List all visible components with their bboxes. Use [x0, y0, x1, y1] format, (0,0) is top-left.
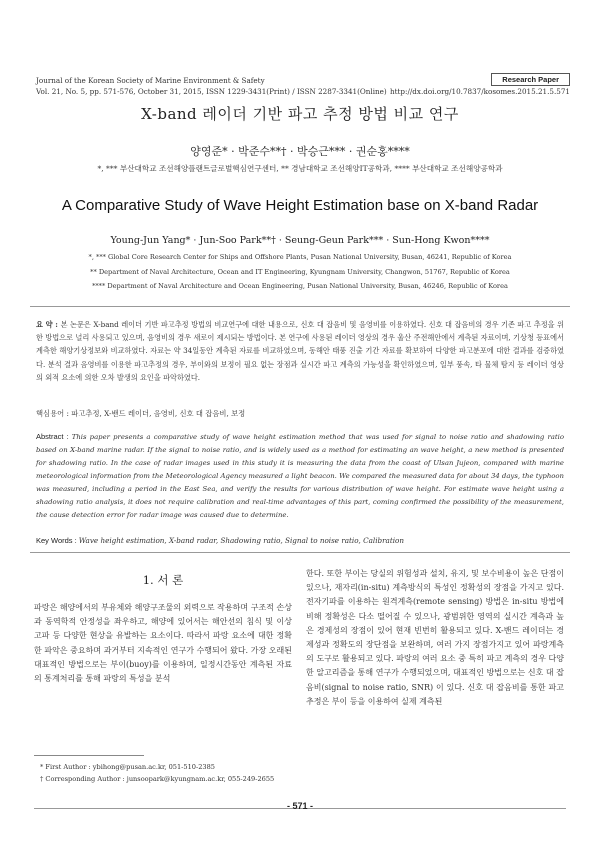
abstract-english: [36, 430, 564, 522]
title-english: A Comparative Study of Wave Height Estimation base on X-band Radar: [61, 197, 539, 214]
affiliation-korean: *, *** 부산대학교 조선해양플랜트글로벌핵심연구센터, ** 경남대학교 조선해양IT공학과, **** 부산대학교 조선해양공학과: [97, 164, 503, 173]
abstract-korean: [36, 318, 564, 384]
keywords-korean: 핵심용어 : 파고추정, X-밴드 레이더, 음영비, 신호 대 잡음비, 보정: [36, 409, 246, 418]
keywords-english-label: Key Words :: [36, 536, 79, 545]
authors-english: Young-Jun Yang* · Jun-Soo Park**† · Seung-Geun Park*** · Sun-Hong Kwon****: [110, 235, 490, 246]
doi-link[interactable]: http://dx.doi.org/10.7837/kosomes.2015.21.5.571: [390, 87, 570, 96]
footnote-first-author: * First Author : ybihong@pusan.ac.kr, 051-510-2385: [40, 763, 215, 771]
section-heading: 1. 서 론: [142, 573, 184, 587]
body-column-right: 한다. 또한 부이는 당실의 위험성과 설치, 유지, 및 보수비용이 높은 단점이 있으나, 재자리(in-situ) 계측방식의 특성인 정확성의 장점을 가지고 있다. 전자기파를 이용하는 원격계측(remote sensing) 방법은 in-situ 방법에 비해 정확성은 다소 떨어질 수 있으나, 광범위한 영역의 실시간 계측과 높은 경제성의 장점이 있어 현재 빈번히 활용되고 있다. X-밴드 레이더는 경제성과 정확도의 장단점을 보완하며, 여러 가지 장점가지고 있어 파랑계측의 도구로 활용되고 있다. 파랑의 여러 요소 중 특히 파고 계측의 경우 다양한 알고리즘을 통해 연구가 수행되었으며, 대표적인 방법으로는 신호 대 잡음비(signal to noise ratio, SNR) 이 있다. 신호 대 잡음비를 통한 파고추정은 부이 등을 이용하여 실제 계측된: [306, 569, 564, 706]
divider-top: [30, 306, 570, 307]
title-korean: X-band 레이더 기반 파고 추정 방법 비교 연구: [141, 105, 459, 123]
abstract-english-label: Abstract :: [36, 432, 72, 441]
page-number: - 571 -: [286, 801, 313, 811]
abstract-korean-label: 요 약 :: [36, 320, 61, 329]
journal-name: Journal of the Korean Society of Marine Environment & Safety: [36, 76, 265, 85]
abstract-english-text: This paper presents a comparative study of wave height estimation method that was used for signal to noise ratio and shadowing ratio based on X-band marine radar. If the signal to noise ratio, and is widely used as a method for estimating an wave height, a new method is presented for shadowing ratio. In the case of radar images used in this study it is measuring the data from the coast of Ulsan Jujeon, compared with marine meteorological information from the Meteorological Agency measured a light beacon. We compared the measured data for about 34 days, the typhoon was measured, including a period in the East Sea, and verify the results for various distribution of wave height. For estimate wave height using a shadowing ratio analysis, it does not require calibration and real-time advantages of this part, coming confirmed the possibility of the measurement, the cause detection error for radar image was caused due to determine.: [36, 433, 565, 519]
article-type-badge: Research Paper: [491, 73, 570, 86]
authors-korean: 양영준* · 박준수**† · 박승근*** · 권순홍****: [190, 145, 410, 158]
affiliation-english-1: *, *** Global Core Research Center for Ships and Offshore Plants, Pusan National University, Busan, 46241, Republic of Korea: [88, 253, 512, 261]
footnote-corresponding-author: † Corresponding Author : junsoopark@kyungnam.ac.kr, 055-249-2655: [40, 775, 275, 783]
keywords-english: [36, 536, 404, 545]
divider-body: [30, 552, 570, 553]
body-column-left: 파랑은 해양에서의 부유체와 해양구조물의 외력으로 작용하며 구조적 손상과 동역학적 안정성을 좌우하고, 해양에 있어서는 해안선의 침식 및 이상 고파 등 다양한 현상을 유발하는 요소이다. 따라서 파랑 요소에 대한 정확한 파악은 중요하며 과거부터 지속적인 연구가 수행되어 왔다. 가장 오래된 대표적인 방법으로는 부이(buoy)를 이용하며, 일정시간동안 계측된 자료의 통계처리를 통해 파랑의 특성을 분석: [34, 603, 292, 684]
affiliation-english-3: **** Department of Naval Architecture and Ocean Engineering, Pusan National University, Busan, 46246, Republic of Korea: [92, 282, 508, 290]
keywords-english-text: Wave height estimation, X-band radar, Shadowing ratio, Signal to noise ratio, Calibration: [78, 536, 404, 545]
footnote-divider: [34, 755, 144, 756]
volume-line: Vol. 21, No. 5, pp. 571-576, October 31, 2015, ISSN 1229-3431(Print) / ISSN 2287-3341(Online): [36, 87, 387, 96]
abstract-korean-text: 본 논문은 X-band 레이더 기반 파고추정 방법의 비교연구에 대한 내용으로, 신호 대 잡음비 및 음영비를 이용하였다. 신호 대 잡음비의 경우 기존 파고 추정을 위한 방법으로 널리 사용되고 있으며, 음영비의 경우 새로이 제시되는 방법이다. 본 연구에 사용된 레이더 영상의 경우 울산 주전해안에서 계측된 자료이며, 기상청 등표에서 계측한 해양기상정보와 비교하였다. 자료는 약 34일동안 계측된 자료를 비교하였으며, 동해안 태풍 진출 기간 자료를 확보하여 다양한 파고분포에 대한 결과를 검증하였다. 분석 결과 음영비를 이용한 파고추정의 경우, 부이와의 보정이 필요 없는 장점과 실시간 파고 계측의 가능성을 확인하였으며, 일부 풍속, 타 물체 탐지 등 레이더 영상의 외적 요소에 의한 오차 발생의 요인을 파악하였다.: [36, 320, 564, 382]
affiliation-english-2: ** Department of Naval Architecture, Ocean and IT Engineering, Kyungnam University, Changwon, 51767, Republic of Korea: [90, 268, 510, 276]
